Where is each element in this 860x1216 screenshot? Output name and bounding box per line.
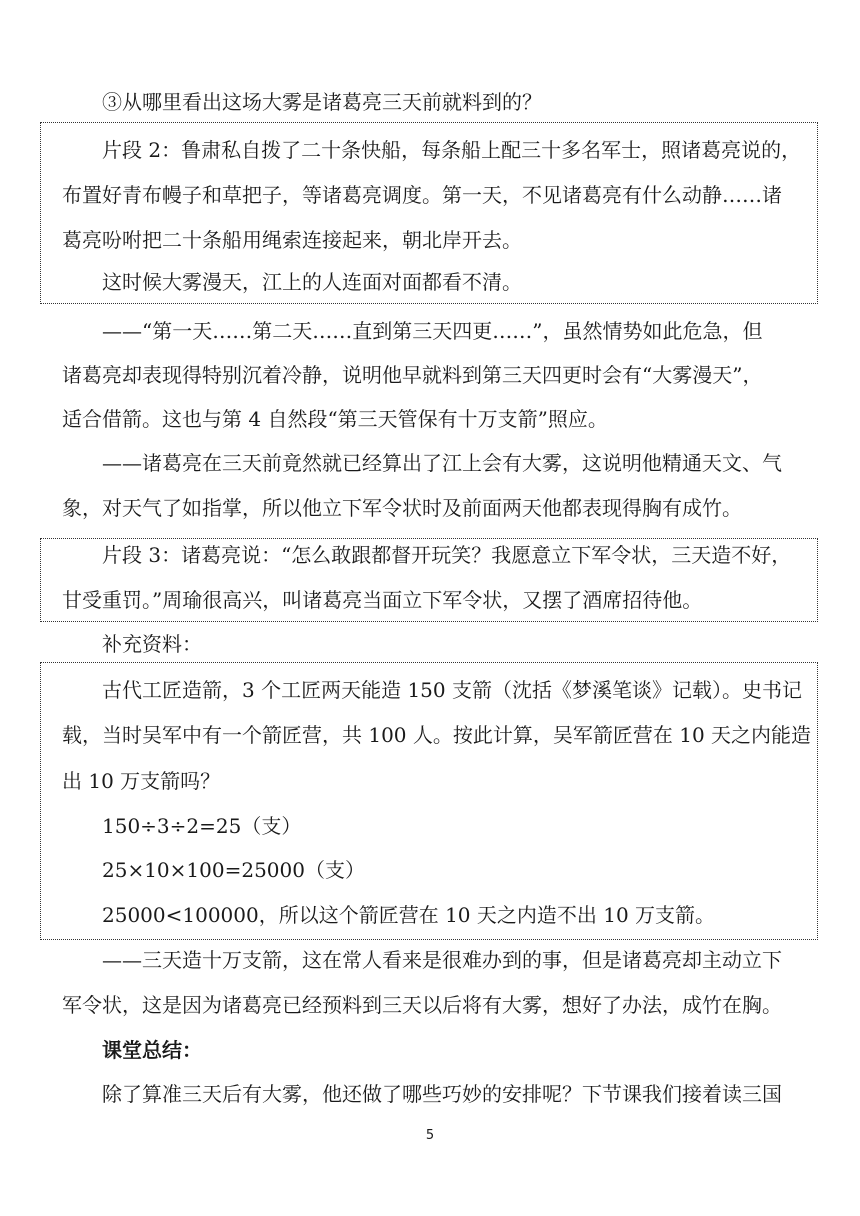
fragment-3-line: 片段 3：诸葛亮说：“怎么敢跟都督开玩笑？我愿意立下军令状，三天造不好， — [102, 543, 792, 567]
analysis-3-line: 军令状，这是因为诸葛亮已经预料到三天以后将有大雾，想好了办法，成竹在胸。 — [62, 993, 782, 1017]
page-number: 5 — [425, 1128, 435, 1143]
fragment-2-line: 布置好青布幔子和草把子，等诸葛亮调度。第一天，不见诸葛亮有什么动静……诸 — [62, 183, 782, 207]
summary-text: 除了算准三天后有大雾，他还做了哪些巧妙的安排呢？下节课我们接着读三国 — [102, 1082, 782, 1106]
question-3: ③从哪里看出这场大雾是诸葛亮三天前就料到的？ — [102, 90, 542, 114]
fragment-3-line: 甘受重罚。”周瑜很高兴，叫诸葛亮当面立下军令状，又摆了酒席招待他。 — [62, 588, 703, 612]
analysis-2-line: ——诸葛亮在三天前竟然就已经算出了江上会有大雾，这说明他精通天文、气 — [102, 451, 782, 475]
calculation-line: 25×10×100=25000（支） — [102, 858, 365, 882]
analysis-3-line: ——三天造十万支箭，这在常人看来是很难办到的事，但是诸葛亮却主动立下 — [102, 948, 782, 972]
summary-heading: 课堂总结： — [102, 1038, 202, 1062]
supplement-line: 古代工匠造箭，3 个工匠两天能造 150 支箭（沈括《梦溪笔谈》记载）。史书记 — [102, 678, 802, 702]
calculation-conclusion: 25000<100000，所以这个箭匠营在 10 天之内造不出 10 万支箭。 — [102, 903, 716, 927]
analysis-1-line: ——“第一天……第二天……直到第三天四更……”，虽然情势如此危急，但 — [102, 319, 763, 343]
calculation-line: 150÷3÷2=25（支） — [102, 814, 302, 838]
fragment-2-line: 片段 2：鲁肃私自拨了二十条快船，每条船上配三十多名军士，照诸葛亮说的， — [102, 138, 802, 162]
analysis-1-line: 适合借箭。这也与第 4 自然段“第三天管保有十万支箭”照应。 — [62, 407, 608, 431]
analysis-2-line: 象，对天气了如指掌，所以他立下军令状时及前面两天他都表现得胸有成竹。 — [62, 496, 742, 520]
supplement-line: 载，当时吴军中有一个箭匠营，共 100 人。按此计算，吴军箭匠营在 10 天之内能造 — [62, 723, 812, 747]
fragment-2-line: 葛亮吩咐把二十条船用绳索连接起来，朝北岸开去。 — [62, 228, 522, 252]
fragment-2-line: 这时候大雾漫天，江上的人连面对面都看不清。 — [102, 270, 522, 294]
supplement-label: 补充资料： — [102, 632, 202, 656]
supplement-line: 出 10 万支箭吗？ — [62, 769, 221, 793]
analysis-1-line: 诸葛亮却表现得特别沉着冷静，说明他早就料到第三天四更时会有“大雾漫天”， — [62, 363, 763, 387]
